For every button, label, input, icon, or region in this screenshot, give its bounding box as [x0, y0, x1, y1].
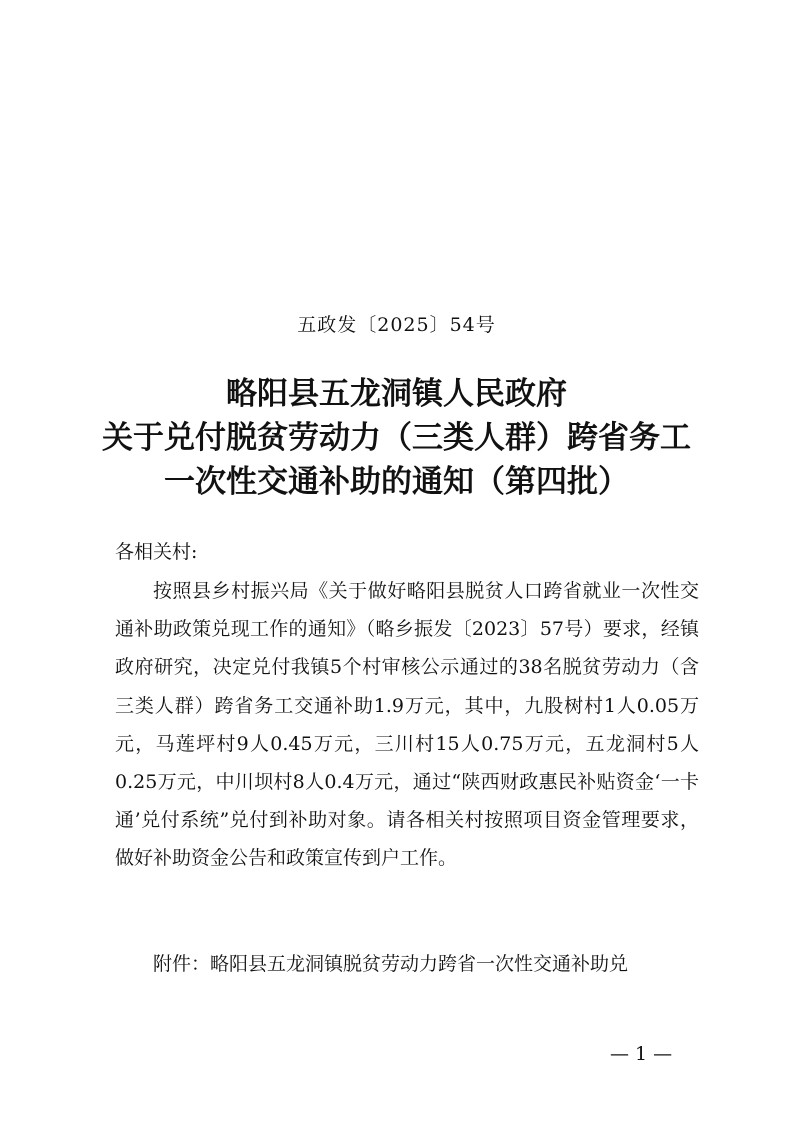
- salutation: 各相关村:: [115, 541, 198, 563]
- body-paragraph: 按照县乡村振兴局《关于做好略阳县脱贫人口跨省就业一次性交通补助政策兑现工作的通知》（略乡振发〔2023〕57号）要求，经镇政府研究，决定兑付我镇5个村审核公示通过的38名脱贫劳动力（含三类人群）跨省务工交通补助1.9万元，其中，九股树村1人0.05万元，马莲坪村9人0.45万元，三川村15人0.75万元，五龙洞村5人0.25万元，中川坝村8人0.4万元，通过“陕西财政惠民补贴资金‘一卡通’兑付系统”兑付到补助对象。请各相关村按照项目资金管理要求，做好补助资金公告和政策宣传到户工作。: [115, 580, 699, 870]
- document-number: 五政发〔2025〕54号: [297, 314, 496, 336]
- title-line-3: 一次性交通补助的通知（第四批）: [164, 464, 629, 500]
- page-number: — 1 —: [610, 1043, 673, 1065]
- title-line-1: 略阳县五龙洞镇人民政府: [226, 376, 567, 412]
- attachment-line: 附件：略阳县五龙洞镇脱贫劳动力跨省一次性交通补助兑: [153, 953, 629, 975]
- title-line-2: 关于兑付脱贫劳动力（三类人群）跨省务工: [102, 420, 691, 456]
- document-title: [0, 372, 793, 504]
